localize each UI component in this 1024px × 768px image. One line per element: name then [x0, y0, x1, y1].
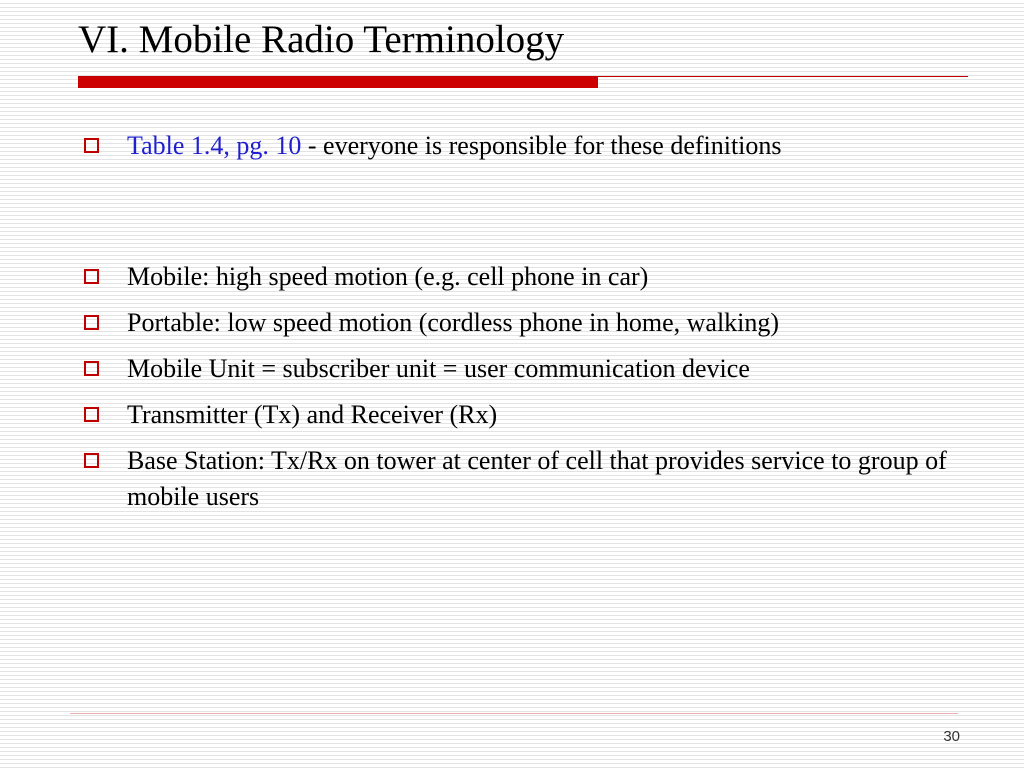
square-bullet-icon [84, 407, 99, 422]
bullet-item-mobile-unit [84, 351, 964, 387]
slide-title: VI. Mobile Radio Terminology [78, 18, 565, 61]
bullet-text: Mobile Unit = subscriber unit = user communication device [127, 354, 750, 383]
bullet-text [127, 128, 964, 164]
title-underline-bar [78, 77, 598, 88]
bullet-text: Mobile: high speed motion (e.g. cell phone in car) [127, 262, 649, 291]
bullet-item-table-reference [84, 128, 964, 164]
square-bullet-icon [84, 453, 99, 468]
square-bullet-icon [84, 269, 99, 284]
square-bullet-icon [84, 138, 99, 153]
square-bullet-icon [84, 315, 99, 330]
bullet-item-mobile [84, 259, 964, 295]
bullet-item-base-station [84, 443, 964, 515]
page-number: 30 [943, 728, 960, 745]
bullet-item-portable [84, 305, 964, 341]
bullet-text-rest: - everyone is responsible for these definitions [301, 131, 782, 160]
bullet-text: Portable: low speed motion (cordless phone in home, walking) [127, 308, 780, 337]
table-reference-link[interactable]: Table 1.4, pg. 10 [127, 131, 302, 160]
bullet-item-transmitter-receiver [84, 397, 964, 433]
bullet-text: Transmitter (Tx) and Receiver (Rx) [127, 400, 498, 429]
footer-divider [70, 713, 958, 714]
square-bullet-icon [84, 361, 99, 376]
bullet-text: Base Station: Tx/Rx on tower at center of cell that provides service to group of mobile users [127, 446, 947, 511]
bullet-list [84, 128, 964, 525]
